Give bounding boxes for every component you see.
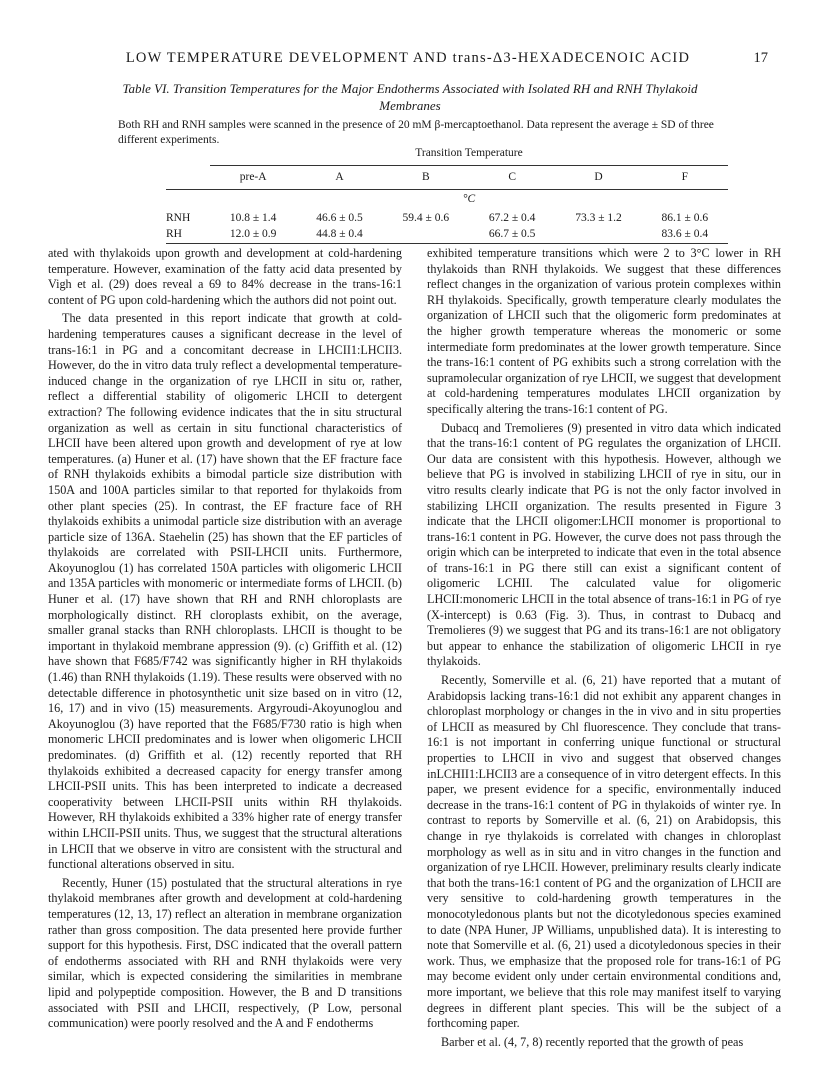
page-number: 17 (753, 50, 768, 66)
table-cell: 86.1 ± 0.6 (661, 211, 709, 224)
row-label: RNH (166, 211, 191, 224)
table-cell: 44.8 ± 0.4 (296, 226, 382, 243)
table-cell: 59.4 ± 0.6 (402, 211, 450, 224)
table-cell: 12.0 ± 0.9 (210, 226, 296, 243)
table-cell (555, 226, 641, 243)
running-title: LOW TEMPERATURE DEVELOPMENT AND trans-Δ3-HEXADECENOIC ACID (125, 50, 691, 66)
paragraph: Recently, Huner (15) postulated that the structural alterations in rye thylakoid membranes after growth and development at cold-hardening temperatures (12, 13, 17) reflect an alteration in membrane organization rather than gross composition. The data presented here provide further support for this hypothesis. First, DSC indicated that the overall pattern of endotherms associated with RH and RNH thylakoids were very similar, which is expected considering the similarities in membrane lipid and polypeptide composition. However, the B and D transitions associated with PSII and LHCII, respectively, (P Low, personal communication) were poorly resolved and the A and F endotherms (48, 875, 402, 1031)
table-cell: 67.2 ± 0.4 (488, 211, 536, 224)
table-note: Both RH and RNH samples were scanned in the presence of 20 mM β-mercaptoethanol. Data represent the average ± SD of three different experiments. (118, 119, 714, 146)
col-header: B (383, 165, 469, 189)
table-cell (383, 226, 469, 243)
row-label: RH (166, 226, 210, 243)
col-header: F (642, 165, 728, 189)
paragraph: The data presented in this report indicate that growth at cold-hardening temperatures causes a significant decrease in the level of trans-16:1 in PG and a concomitant decrease in LHCII1:LHCII3. However, do the in vitro data truly reflect a developmental temperature-induced change in the organization of rye LHCII in situ or, rather, reflect a differential stability of oligomeric LHCII to detergent extraction? The following evidence indicates that the in situ structural organization as well as certain in situ functional characteristics of LHCII have been altered upon growth and development of rye at low temperatures. (a) Huner et al. (17) have shown that the EF fracture face of RNH thylakoids exhibits a bimodal particle size distribution with 150A and 100A particles similar to that reported for thylakoids from other plant species (25). In contrast, the EF fracture face of RH thylakoids exhibits a unimodal particle size distribution with an average particle size of 136A. Staehelin (25) has shown that the EF particles of thylakoids are correlated with PSII-LHCII units. Furthermore, Akoyunoglou (1) has correlated 150A particles with oligomeric LHCII and 135A particles with monomeric or intermediate forms of LHCII. (b) Huner et al. (17) have shown that RH and RNH chloroplasts are morphologically distinct. RH cloroplasts exhibit, on the average, smaller granal stacks than RNH chloroplasts. LHCII is thought to be important in thylakoid membrane appression (9). (c) Griffith et al. (12) have shown that F685/F742 was significantly higher in RH thylakoids (1.46) than RNH thylakoids (1.19). These results were observed with no detectable difference in photosynthetic unit size based on in vitro (12, 16, 17) and in vivo (15) measurements. Argyroudi-Akoyunoglou and Akoyunoglou (3) have reported that the F685/F730 ratio is high when monomeric LHCII predominates and is lower when oligomeric LHCII predominates. (d) Griffith et al. (12) recently reported that RH thylakoids exhibited a decreased capacity for energy transfer among LHCII-PSII units. This has been interpreted to indicate a decreased cooperativity between LHCII-PSII units within RH thylakoids. However, RH thylakoids exhibited a 33% higher rate of energy transfer within LHCII-PSII units. Thus, we suggest that the structural alterations in LHCII that we observe in vitro are consistent with the structural and functional alterations observed in situ. (48, 311, 402, 872)
table-cell: 66.7 ± 0.5 (469, 226, 555, 243)
paragraph: Recently, Somerville et al. (6, 21) have reported that a mutant of Arabidopsis lacking trans-16:1 did not exhibit any apparent changes in chloroplast morphology or changes in the in vivo and in situ properties of LHCII as measured by Chl fluorescence. They conclude that trans-16:1 is not important in conferring unique functional or structural properties to LHCII in vivo and suggest that observed changes inLCHII1:LHCII3 are a consequence of in vitro detergent effects. In this paper, we present evidence for a specific, environmentally induced decrease in the trans-16:1 content of PG in thylakoids of winter rye. In contrast to reports by Somerville et al. (6, 21) on Arabidopsis, this change in rye thylakoids is correlated with changes in chloroplast morphology as well as in situ and in vitro changes in the function and organization of rye LHCII. However, preliminary results clearly indicate that both the trans-16:1 content of PG and the organization of LHCII are very sensitive to cold-hardening growth temperatures in the monocotyledonous plants but not the dicotyledonous species examined to date (NPA Huner, JP Williams, unpublished data). It is interesting to note that Somerville et al. (6, 21) used a dicotyledonous species in their work. Thus, we emphasize that the proposed role for trans-16:1 of PG may become evident only under certain environmental conditions and, more important, we believe that this role may manifest itself to varying degrees in different plant species. This will be the subject of a forthcoming paper. (427, 673, 781, 1031)
paragraph: exhibited temperature transitions which were 2 to 3°C lower in RH thylakoids than RNH thylakoids. We suggest that these differences reflect changes in the organization of various protein complexes within RH thylakoids. Specifically, growth temperature clearly modulates the organization of LHCII such that the oligomeric form predominates at the higher growth temperature whereas the monomeric or some intermediate form predominates at the lower growth temperature. Since the trans-16:1 content of PG exhibits such a strong correlation with the supramolecular organization of rye LHCII, we suggest that development at cold-hardening temperatures modulates LHCII organization by specifically altering the trans-16:1 content of PG. (427, 246, 781, 416)
table-group-header: Transition Temperature (210, 145, 728, 165)
transition-temperature-table (166, 145, 728, 244)
table-cell: 83.6 ± 0.4 (642, 226, 728, 243)
paragraph: ated with thylakoids upon growth and development at cold-hardening temperature. However, examination of the fatty acid data presented by Vigh et al. (29) does reveal a 69 to 84% decrease in the trans-16:1 content of PG upon cold-hardening which the authors did not point out. (48, 246, 402, 307)
right-column (427, 246, 781, 1050)
table-cell: 10.8 ± 1.4 (229, 211, 277, 224)
table-cell: 73.3 ± 1.2 (575, 211, 622, 224)
left-column (48, 246, 402, 1032)
table-row (166, 209, 728, 226)
paragraph: Dubacq and Tremolieres (9) presented in vitro data which indicated that the trans-16:1 content of PG regulates the organization of LHCII. Our data are consistent with this hypothesis. However, although we believe that PG is involved in stabilizing LHCII of rye in situ, our in vitro results clearly indicate that PG is not the only factor involved in stabilizing LHCII organization. The results presented in Figure 3 indicate that the LHCII oligomer:LHCII monomer is proportional to trans-16:1 content in PG. However, the curve does not pass through the origin which can be interpreted to indicate that even in the total absence of trans-16:1 in PG there still can exist a significant content of oligomeric LCHII. The calculated value for oligomeric LHCII:monomeric LHCII in the total absence of trans-16:1 in PG of rye (X-intercept) is 0.63 (Fig. 3). Thus, in contrast to Dubacq and Tremolieres (9) we suggest that PG and its trans-16:1 are not obligatory but appear to enhance the stabilization of oligomeric LHCII in rye thylakoids. (427, 420, 781, 669)
col-header: A (296, 165, 382, 189)
table-caption: Table VI. Transition Temperatures for the Major Endotherms Associated with Isolated RH and RNH Thylakoid Membranes (122, 81, 698, 113)
table-cell: 46.6 ± 0.5 (316, 211, 363, 224)
table-header-row (166, 165, 728, 189)
col-header: D (555, 165, 641, 189)
col-header: pre-A (210, 165, 296, 189)
paragraph: Barber et al. (4, 7, 8) recently reported that the growth of peas (441, 1034, 744, 1049)
col-header: C (469, 165, 555, 189)
table-unit: °C (462, 193, 476, 206)
table-row (166, 226, 728, 243)
